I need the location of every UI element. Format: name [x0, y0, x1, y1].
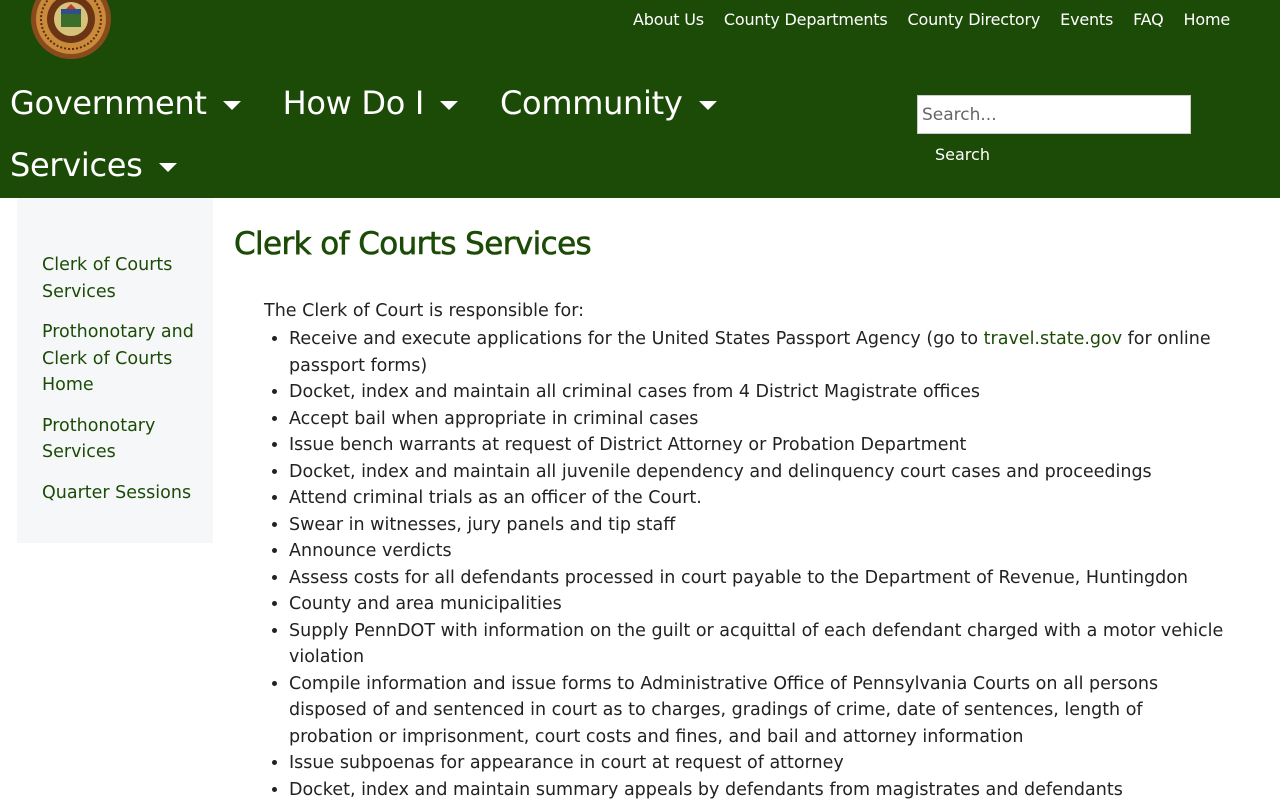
- sidebar-item-quarter-sessions[interactable]: Quarter Sessions: [42, 480, 202, 507]
- main-content: [234, 226, 1224, 803]
- list-item: • Accept bail when appropriate in criminal cases: [289, 406, 1224, 433]
- nav-services-label: Services: [10, 146, 143, 184]
- nav-community-label: Community: [500, 84, 683, 122]
- sidebar-item-prothonotary-and-clerk-home[interactable]: Prothonotary and Clerk of Courts Home: [42, 319, 202, 399]
- search-button[interactable]: Search: [935, 145, 990, 164]
- list-item: • Issue subpoenas for appearance in court at request of attorney: [289, 750, 1224, 777]
- events-link[interactable]: Events: [1060, 10, 1113, 29]
- duties-list: [264, 326, 1224, 803]
- caret-down-icon: [159, 163, 177, 172]
- list-item: • Docket, index and maintain summary appeals by defendants from magistrates and defendants: [289, 777, 1224, 803]
- sidebar-item-prothonotary-services[interactable]: Prothonotary Services: [42, 413, 202, 466]
- caret-down-icon: [699, 101, 717, 110]
- list-item: • Attend criminal trials as an officer of the Court.: [289, 485, 1224, 512]
- list-item: [289, 326, 1224, 379]
- nav-how-do-i-dropdown[interactable]: [283, 84, 458, 122]
- nav-government-label: Government: [10, 84, 207, 122]
- search-input[interactable]: [917, 95, 1191, 134]
- list-item: • Swear in witnesses, jury panels and tip staff: [289, 512, 1224, 539]
- travel-state-gov-link[interactable]: travel.state.gov: [984, 329, 1122, 349]
- sidebar-item-clerk-of-courts-services[interactable]: Clerk of Courts Services: [42, 252, 202, 305]
- utility-nav: [633, 10, 1230, 29]
- nav-community-dropdown[interactable]: [500, 84, 717, 122]
- sidebar-nav: [17, 198, 213, 543]
- about-us-link[interactable]: About Us: [633, 10, 704, 29]
- main-nav-row: [10, 146, 770, 184]
- nav-services-dropdown[interactable]: [10, 146, 177, 184]
- list-item: • Announce verdicts: [289, 538, 1224, 565]
- list-item: • Compile information and issue forms to Administrative Office of Pennsylvania Courts on all persons disposed of and sentenced in court as to charges, gradings of crime, date of sentences, length of probation or imprisonment, court costs and fines, and bail and attorney information: [289, 671, 1224, 751]
- list-item: • County and area municipalities: [289, 591, 1224, 618]
- nav-how-do-i-label: How Do I: [283, 84, 424, 122]
- page-title: Clerk of Courts Services: [234, 226, 1224, 262]
- county-seal-logo[interactable]: [30, 0, 112, 60]
- caret-down-icon: [223, 101, 241, 110]
- list-item: • Docket, index and maintain all criminal cases from 4 District Magistrate offices: [289, 379, 1224, 406]
- list-item-text: Receive and execute applications for the United States Passport Agency (go to: [289, 329, 984, 349]
- nav-government-dropdown[interactable]: [10, 84, 241, 122]
- faq-link[interactable]: FAQ: [1133, 10, 1163, 29]
- caret-down-icon: [440, 101, 458, 110]
- list-item: • Supply PennDOT with information on the guilt or acquittal of each defendant charged with a motor vehicle violation: [289, 618, 1224, 671]
- home-link[interactable]: Home: [1184, 10, 1230, 29]
- county-directory-link[interactable]: County Directory: [908, 10, 1041, 29]
- main-nav-row: [10, 84, 770, 122]
- list-item-text: for online passport forms): [289, 329, 1211, 376]
- site-header: [0, 0, 1280, 198]
- list-item: • Issue bench warrants at request of District Attorney or Probation Department: [289, 432, 1224, 459]
- intro-text: The Clerk of Court is responsible for:: [264, 298, 1224, 325]
- list-item: • Docket, index and maintain all juvenile dependency and delinquency court cases and proceedings: [289, 459, 1224, 486]
- list-item: • Assess costs for all defendants processed in court payable to the Department of Revenue, Huntingdon: [289, 565, 1224, 592]
- main-nav: [10, 84, 770, 208]
- county-departments-link[interactable]: County Departments: [724, 10, 888, 29]
